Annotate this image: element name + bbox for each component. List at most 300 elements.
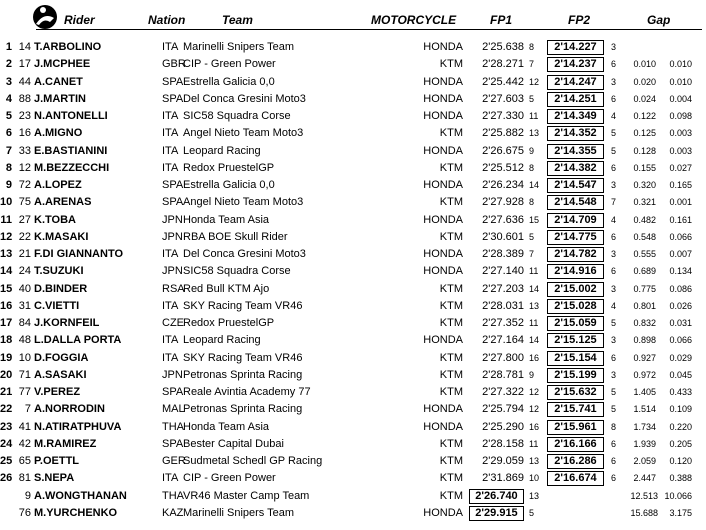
motorcycle: KTM bbox=[439, 196, 463, 209]
team-name: Red Bull KTM Ajo bbox=[183, 282, 270, 295]
table-row bbox=[0, 350, 706, 367]
gap-to-leader: 0.321 bbox=[633, 197, 656, 208]
fp1-time: 2'27.800 bbox=[482, 351, 524, 364]
table-row bbox=[0, 212, 706, 229]
gap-to-previous: 0.004 bbox=[669, 93, 692, 104]
position: 7 bbox=[5, 144, 12, 157]
fp1-time: 2'28.389 bbox=[482, 248, 524, 260]
motorcycle: KTM bbox=[439, 230, 463, 243]
table-row bbox=[0, 488, 706, 505]
fp2-lap: 6 bbox=[611, 266, 617, 277]
rider-name: M.BEZZECCHI bbox=[34, 161, 110, 174]
fp2-time: 2'16.166 bbox=[547, 437, 604, 452]
fp1-time: 2'25.442 bbox=[482, 75, 524, 88]
rider-name: F.DI GIANNANTO bbox=[34, 248, 124, 260]
gap-to-leader: 0.320 bbox=[633, 180, 656, 190]
motorcycle: KTM bbox=[439, 437, 463, 450]
gap-to-previous: 0.098 bbox=[669, 111, 692, 121]
fp2-time: 2'16.674 bbox=[547, 471, 604, 486]
nation: ITA bbox=[162, 248, 179, 260]
nation: ITA bbox=[162, 351, 179, 364]
position: 14 bbox=[0, 265, 13, 278]
fp1-time: 2'27.928 bbox=[482, 196, 524, 209]
gap-to-leader: 0.010 bbox=[633, 59, 656, 70]
gap-to-previous: 0.205 bbox=[669, 438, 692, 449]
gap-to-previous: 0.220 bbox=[669, 421, 692, 432]
fp2-lap: 3 bbox=[611, 369, 617, 380]
fp2-time: 2'15.125 bbox=[547, 333, 604, 348]
results-header bbox=[0, 0, 706, 30]
gap-to-leader: 15.688 bbox=[630, 507, 658, 518]
fp2-time bbox=[547, 506, 604, 521]
nation: ITA bbox=[162, 472, 179, 485]
gap-to-leader: 0.927 bbox=[633, 352, 656, 363]
motorcycle: KTM bbox=[439, 351, 463, 364]
fp1-lap: 11 bbox=[529, 438, 539, 449]
fp1-time: 2'27.203 bbox=[482, 282, 524, 295]
fp2-time: 2'14.782 bbox=[547, 247, 604, 262]
rider-number: 9 bbox=[24, 489, 31, 502]
rider-name: A.ARENAS bbox=[34, 196, 92, 209]
fp1-time: 2'25.290 bbox=[482, 420, 524, 433]
team-name: Angel Nieto Team Moto3 bbox=[183, 127, 304, 140]
fp2-time: 2'15.028 bbox=[547, 299, 604, 314]
motorcycle: KTM bbox=[439, 299, 463, 312]
fp2-lap: 3 bbox=[611, 283, 617, 294]
rider-name: E.BASTIANINI bbox=[34, 144, 108, 157]
table-row bbox=[0, 332, 706, 349]
position: 13 bbox=[0, 248, 13, 260]
table-row bbox=[0, 56, 706, 73]
team-name: Del Conca Gresini Moto3 bbox=[183, 92, 306, 105]
gap-to-previous: 0.086 bbox=[669, 283, 692, 294]
gap-to-previous: 0.066 bbox=[669, 335, 692, 346]
fp1-lap: 11 bbox=[529, 266, 539, 277]
position: 22 bbox=[0, 403, 13, 416]
motorcycle: KTM bbox=[439, 58, 463, 71]
rider-number: 77 bbox=[18, 386, 31, 398]
fp2-time: 2'14.548 bbox=[547, 195, 604, 210]
rider-name: T.SUZUKI bbox=[34, 265, 84, 278]
motorcycle: HONDA bbox=[423, 144, 463, 157]
fp2-time: 2'14.349 bbox=[547, 109, 604, 124]
rider-number: 48 bbox=[18, 334, 31, 347]
fp2-lap: 6 bbox=[611, 59, 617, 70]
fp2-lap: 6 bbox=[611, 231, 617, 242]
rider-number: 12 bbox=[18, 161, 31, 174]
gap-to-previous: 3.175 bbox=[669, 507, 692, 518]
position: 16 bbox=[0, 299, 13, 312]
fp1-time: 2'28.781 bbox=[482, 368, 524, 381]
fp2-time: 2'14.382 bbox=[547, 161, 604, 176]
nation: SPA bbox=[162, 386, 184, 398]
fp2-time bbox=[547, 489, 604, 504]
fp2-time: 2'15.961 bbox=[547, 420, 604, 435]
rider-number: 42 bbox=[18, 437, 31, 450]
rider-number: 44 bbox=[18, 75, 31, 88]
fp2-time: 2'16.286 bbox=[547, 454, 604, 469]
gap-to-previous: 0.010 bbox=[669, 59, 692, 70]
fp1-time: 2'27.322 bbox=[482, 386, 524, 398]
table-row bbox=[0, 453, 706, 470]
team-name: Estrella Galicia 0,0 bbox=[183, 179, 275, 191]
fp2-lap: 5 bbox=[611, 128, 617, 139]
table-row bbox=[0, 436, 706, 453]
fp1-lap: 13 bbox=[529, 128, 540, 139]
header-divider bbox=[36, 29, 702, 30]
rider-name: K.TOBA bbox=[34, 213, 76, 226]
motorcycle: KTM bbox=[439, 127, 463, 140]
motorcycle: HONDA bbox=[423, 334, 463, 347]
table-row bbox=[0, 91, 706, 108]
fp1-lap: 16 bbox=[529, 352, 540, 363]
motorcycle: HONDA bbox=[423, 420, 463, 433]
position: 20 bbox=[0, 368, 13, 381]
fp1-time: 2'28.271 bbox=[482, 58, 524, 71]
fp1-lap: 5 bbox=[529, 507, 535, 518]
gap-to-leader: 0.125 bbox=[633, 128, 656, 139]
nation: GBR bbox=[162, 58, 186, 71]
rider-number: 33 bbox=[18, 144, 31, 157]
fp2-time: 2'14.775 bbox=[547, 230, 604, 245]
position: 24 bbox=[0, 437, 13, 450]
rider-name: J.MARTIN bbox=[34, 92, 86, 105]
rider-name: K.MASAKI bbox=[34, 230, 89, 243]
position: 10 bbox=[0, 196, 13, 209]
team-name: Angel Nieto Team Moto3 bbox=[183, 196, 304, 209]
gap-to-leader: 0.689 bbox=[633, 266, 656, 277]
fp1-lap: 14 bbox=[529, 180, 540, 190]
gap-to-leader: 0.482 bbox=[633, 214, 656, 225]
rider-number: 24 bbox=[18, 265, 31, 278]
gap-to-leader: 0.128 bbox=[633, 145, 656, 156]
table-row bbox=[0, 315, 706, 332]
gap-to-leader: 0.122 bbox=[633, 111, 656, 121]
gap-to-leader: 0.020 bbox=[633, 76, 656, 87]
nation: CZE bbox=[162, 317, 184, 329]
rider-name: N.ANTONELLI bbox=[34, 110, 108, 122]
table-row bbox=[0, 229, 706, 246]
table-row bbox=[0, 246, 706, 263]
gap-to-leader: 0.024 bbox=[633, 93, 656, 104]
nation: ITA bbox=[162, 127, 179, 140]
gap-to-leader: 2.447 bbox=[633, 473, 656, 484]
rider-number: 84 bbox=[18, 317, 31, 329]
motorcycle: KTM bbox=[439, 282, 463, 295]
fp1-time: 2'29.915 bbox=[469, 506, 524, 521]
team-name: SKY Racing Team VR46 bbox=[183, 299, 303, 312]
gap-to-previous: 0.003 bbox=[669, 145, 692, 156]
fp1-time: 2'27.330 bbox=[482, 110, 524, 122]
fp2-lap: 3 bbox=[611, 249, 617, 259]
rider-name: M.RAMIREZ bbox=[34, 437, 97, 450]
team-name: Redox PruestelGP bbox=[183, 317, 275, 329]
team-name: Marinelli Snipers Team bbox=[183, 506, 295, 519]
nation: MAL bbox=[162, 403, 185, 416]
gap-to-leader: 0.775 bbox=[633, 283, 656, 294]
team-name: Petronas Sprinta Racing bbox=[183, 403, 303, 416]
gap-to-previous: 0.066 bbox=[669, 231, 692, 242]
position: 4 bbox=[5, 92, 12, 105]
fp2-lap: 5 bbox=[611, 387, 617, 397]
rider-name: V.PEREZ bbox=[34, 386, 81, 398]
nation: GER bbox=[162, 455, 186, 467]
position: 9 bbox=[5, 179, 12, 191]
gap-column-header: Gap bbox=[647, 13, 671, 27]
fp2-lap: 6 bbox=[611, 438, 617, 449]
rider-number: 76 bbox=[18, 506, 31, 519]
fp1-lap: 7 bbox=[529, 59, 535, 70]
nation: SPA bbox=[162, 196, 184, 209]
motorcycle: KTM bbox=[439, 472, 463, 485]
table-row bbox=[0, 160, 706, 177]
fp2-lap: 3 bbox=[611, 76, 617, 87]
table-row bbox=[0, 74, 706, 91]
gap-to-previous: 0.045 bbox=[669, 369, 692, 380]
nation: KAZ bbox=[162, 506, 184, 519]
gap-to-previous: 0.007 bbox=[669, 249, 692, 259]
nation: JPN bbox=[162, 213, 183, 226]
team-name: RBA BOE Skull Rider bbox=[183, 230, 288, 243]
position: 18 bbox=[0, 334, 13, 347]
gap-to-previous: 0.388 bbox=[669, 473, 692, 484]
motorcycle: HONDA bbox=[423, 179, 463, 191]
table-row bbox=[0, 384, 706, 401]
table-row bbox=[0, 125, 706, 142]
rider-name: C.VIETTI bbox=[34, 299, 80, 312]
gap-to-leader: 0.898 bbox=[633, 335, 656, 346]
team-name: Petronas Sprinta Racing bbox=[183, 368, 303, 381]
position: 23 bbox=[0, 420, 13, 433]
fp2-time: 2'14.227 bbox=[547, 40, 604, 55]
fp1-time: 2'28.031 bbox=[482, 299, 524, 312]
nation: SPA bbox=[162, 437, 184, 450]
fp2-lap: 3 bbox=[611, 42, 617, 52]
table-row bbox=[0, 367, 706, 384]
rider-number: 7 bbox=[24, 403, 31, 416]
rider-name: A.SASAKI bbox=[34, 368, 87, 381]
team-name: Del Conca Gresini Moto3 bbox=[183, 248, 306, 260]
rider-name: A.CANET bbox=[34, 75, 83, 88]
team-name: SIC58 Squadra Corse bbox=[183, 265, 291, 278]
fp1-column-header: FP1 bbox=[490, 13, 513, 27]
gap-to-leader: 1.514 bbox=[633, 404, 656, 415]
fp2-time: 2'14.916 bbox=[547, 264, 604, 279]
fp1-lap: 9 bbox=[529, 145, 535, 156]
gap-to-leader: 0.832 bbox=[633, 318, 656, 328]
rider-number: 65 bbox=[18, 455, 31, 467]
team-name: Sudmetal Schedl GP Racing bbox=[183, 455, 323, 467]
nation: RSA bbox=[162, 282, 185, 295]
fp2-lap: 5 bbox=[611, 145, 617, 156]
motorcycle: HONDA bbox=[423, 265, 463, 278]
nation: SPA bbox=[162, 92, 184, 105]
gap-to-previous: 0.120 bbox=[669, 456, 692, 466]
fp1-time: 2'26.675 bbox=[482, 144, 524, 157]
team-column-header: Team bbox=[222, 13, 253, 27]
fp2-time: 2'14.355 bbox=[547, 144, 604, 159]
team-name: CIP - Green Power bbox=[183, 472, 276, 485]
fp2-lap: 3 bbox=[611, 335, 617, 346]
rider-name: S.NEPA bbox=[34, 472, 75, 485]
gap-to-leader: 0.801 bbox=[633, 300, 656, 311]
fp2-time: 2'14.547 bbox=[547, 178, 604, 193]
fp2-lap: 4 bbox=[611, 111, 617, 121]
motorcycle-rider-icon bbox=[30, 4, 60, 30]
fp1-lap: 10 bbox=[529, 473, 540, 484]
fp1-time: 2'28.158 bbox=[482, 437, 524, 450]
nation: ITA bbox=[162, 161, 179, 174]
gap-to-previous: 0.010 bbox=[669, 76, 692, 87]
position: 25 bbox=[0, 455, 13, 467]
rider-name: D.FOGGIA bbox=[34, 351, 89, 364]
fp1-lap: 16 bbox=[529, 421, 540, 432]
position: 6 bbox=[5, 127, 12, 140]
nation: SPA bbox=[162, 75, 184, 88]
team-name: Reale Avintia Academy 77 bbox=[183, 386, 311, 398]
motorcycle: KTM bbox=[439, 489, 463, 502]
gap-to-leader: 0.548 bbox=[633, 231, 656, 242]
motorcycle: HONDA bbox=[423, 403, 463, 416]
team-name: CIP - Green Power bbox=[183, 58, 276, 71]
position: 3 bbox=[5, 75, 12, 88]
team-name: Leopard Racing bbox=[183, 144, 261, 157]
rider-number: 23 bbox=[18, 110, 31, 122]
fp1-lap: 11 bbox=[529, 318, 539, 328]
fp2-lap: 6 bbox=[611, 352, 617, 363]
table-row bbox=[0, 263, 706, 280]
position: 19 bbox=[0, 351, 13, 364]
nation-column-header: Nation bbox=[148, 13, 186, 27]
nation: ITA bbox=[162, 299, 179, 312]
position: 12 bbox=[0, 230, 13, 243]
rider-number: 16 bbox=[18, 127, 31, 140]
fp2-lap: 6 bbox=[611, 473, 617, 484]
fp2-time: 2'14.251 bbox=[547, 92, 604, 107]
table-row bbox=[0, 177, 706, 194]
fp1-lap: 8 bbox=[529, 162, 535, 173]
fp1-lap: 11 bbox=[529, 111, 539, 121]
fp1-time: 2'25.882 bbox=[482, 127, 524, 140]
team-name: SIC58 Squadra Corse bbox=[183, 110, 291, 122]
nation: JPN bbox=[162, 230, 183, 243]
team-name: SKY Racing Team VR46 bbox=[183, 351, 303, 364]
gap-to-leader: 1.734 bbox=[633, 421, 656, 432]
gap-to-previous: 0.001 bbox=[669, 197, 692, 208]
fp1-time: 2'26.740 bbox=[469, 489, 524, 504]
position: 21 bbox=[0, 386, 13, 398]
fp1-time: 2'27.603 bbox=[482, 92, 524, 105]
table-row bbox=[0, 401, 706, 418]
team-name: Honda Team Asia bbox=[183, 213, 270, 226]
fp1-time: 2'26.234 bbox=[482, 179, 524, 191]
gap-to-previous: 0.109 bbox=[669, 404, 692, 415]
fp2-time: 2'14.352 bbox=[547, 126, 604, 141]
fp2-column-header: FP2 bbox=[568, 13, 591, 27]
fp1-lap: 5 bbox=[529, 231, 535, 242]
fp2-lap: 6 bbox=[611, 162, 617, 173]
gap-to-leader: 0.972 bbox=[633, 369, 656, 380]
nation: ITA bbox=[162, 144, 179, 157]
fp2-time: 2'14.709 bbox=[547, 213, 604, 228]
table-row bbox=[0, 281, 706, 298]
fp2-time: 2'15.199 bbox=[547, 368, 604, 383]
table-row bbox=[0, 39, 706, 56]
rider-name: A.MIGNO bbox=[34, 127, 83, 140]
rider-name: J.KORNFEIL bbox=[34, 317, 100, 329]
gap-to-previous: 0.003 bbox=[669, 128, 692, 139]
motorcycle: KTM bbox=[439, 161, 463, 174]
rider-number: 14 bbox=[18, 41, 31, 53]
motorcycle: KTM bbox=[439, 386, 463, 398]
fp1-time: 2'25.794 bbox=[482, 403, 524, 416]
rider-number: 21 bbox=[18, 248, 31, 260]
rider-name: A.NORRODIN bbox=[34, 403, 105, 416]
position: 15 bbox=[0, 282, 13, 295]
gap-to-previous: 0.165 bbox=[669, 180, 692, 190]
fp1-lap: 8 bbox=[529, 42, 535, 52]
rider-number: 40 bbox=[18, 282, 31, 295]
team-name: Leopard Racing bbox=[183, 334, 261, 347]
rider-column-header: Rider bbox=[64, 13, 95, 27]
motorcycle: HONDA bbox=[423, 92, 463, 105]
fp1-time: 2'27.636 bbox=[482, 213, 524, 226]
table-row bbox=[0, 419, 706, 436]
fp1-lap: 5 bbox=[529, 93, 535, 104]
nation: JPN bbox=[162, 265, 183, 278]
nation: THA bbox=[162, 420, 184, 433]
fp2-time: 2'15.154 bbox=[547, 351, 604, 366]
fp1-time: 2'31.869 bbox=[482, 472, 524, 485]
fp1-lap: 12 bbox=[529, 404, 540, 415]
motorcycle: HONDA bbox=[423, 75, 463, 88]
gap-to-previous: 0.161 bbox=[669, 214, 692, 225]
motorcycle: KTM bbox=[439, 368, 463, 381]
fp2-time: 2'15.059 bbox=[547, 316, 604, 331]
team-name: Marinelli Snipers Team bbox=[183, 41, 295, 53]
gap-to-previous: 0.031 bbox=[669, 318, 692, 328]
motorcycle-column-header: MOTORCYCLE bbox=[371, 13, 457, 27]
team-name: Redox PruestelGP bbox=[183, 161, 275, 174]
fp1-lap: 14 bbox=[529, 283, 540, 294]
rider-number: 75 bbox=[18, 196, 31, 209]
nation: ITA bbox=[162, 110, 179, 122]
rider-number: 81 bbox=[18, 472, 31, 485]
fp1-lap: 9 bbox=[529, 369, 535, 380]
table-row bbox=[0, 470, 706, 487]
fp1-lap: 13 bbox=[529, 490, 540, 501]
fp1-time: 2'27.140 bbox=[482, 265, 524, 278]
position: 2 bbox=[5, 58, 12, 71]
gap-to-previous: 0.027 bbox=[669, 162, 692, 173]
motorcycle: HONDA bbox=[423, 248, 463, 260]
table-row bbox=[0, 108, 706, 125]
gap-to-leader: 0.555 bbox=[633, 249, 656, 259]
table-row bbox=[0, 298, 706, 315]
gap-to-leader: 2.059 bbox=[633, 456, 656, 466]
rider-number: 27 bbox=[18, 213, 31, 226]
fp2-lap: 5 bbox=[611, 404, 617, 415]
table-row bbox=[0, 194, 706, 211]
nation: SPA bbox=[162, 179, 184, 191]
rider-name: M.YURCHENKO bbox=[34, 506, 118, 519]
fp1-lap: 7 bbox=[529, 249, 535, 259]
rider-name: T.ARBOLINO bbox=[34, 41, 102, 53]
fp2-lap: 5 bbox=[611, 318, 617, 328]
fp1-lap: 14 bbox=[529, 335, 540, 346]
team-name: Estrella Galicia 0,0 bbox=[183, 75, 275, 88]
position: 17 bbox=[0, 317, 13, 329]
